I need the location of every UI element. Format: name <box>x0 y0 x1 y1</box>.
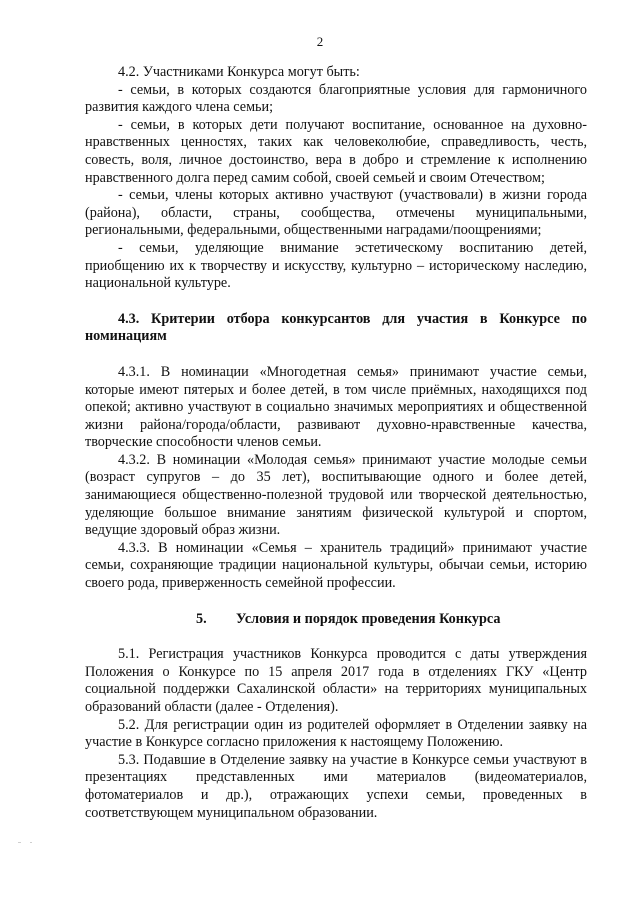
list-item: - семьи, в которых дети получают воспитание, основанное на духовно-нравственных ценностях, таких как человеколюбие, справедливость, честь, совесть, воля, личное достоинство, вера в добро и стремление к исполнению нравственного долга перед самим собой, своей семьей и своим Отечеством; <box>85 116 587 186</box>
section-5-heading <box>85 611 587 629</box>
section-4-2-intro: 4.2. Участниками Конкурса могут быть: <box>118 64 360 80</box>
section-5-number: 5. <box>196 610 207 627</box>
section-5-2-paragraph: 5.2. Для регистрации один из родителей оформляет в Отделении заявку на участие в Конкурсе согласно приложения к настоящему Положению. <box>85 716 587 751</box>
page-number: 2 <box>316 34 324 49</box>
list-item: - семьи, члены которых активно участвуют (участвовали) в жизни города (района), области, страны, сообщества, отмечены муниципальными, региональными, федеральными, общественными наградами/поощрениями; <box>85 187 587 239</box>
list-item: - семьи, в которых создаются благоприятные условия для гармоничного развития каждого члена семьи; <box>85 81 587 116</box>
scan-mark <box>30 842 32 843</box>
section-5-1-paragraph: 5.1. Регистрация участников Конкурса проводится с даты утверждения Положения о Конкурсе по 15 апреля 2017 года в отделениях ГКУ «Центр социальной поддержки Сахалинской области» на территориях муниципальных образований области (далее - Отделения). <box>85 646 587 715</box>
section-4-3-3-paragraph: 4.3.3. В номинации «Семья – хранитель традиций» принимают участие семьи, сохраняющие традиции национальной культуры, обычаи семьи, историю своего рода, приверженность семейной профессии. <box>85 539 587 592</box>
scan-mark <box>18 842 21 843</box>
section-4-3-heading: 4.3. Критерии отбора конкурсантов для участия в Конкурсе по номинациям <box>85 310 587 345</box>
section-5-3-paragraph: 5.3. Подавшие в Отделение заявку на участие в Конкурсе семьи участвуют в презентациях представленных ими материалов (видеоматериалов, фотоматериалов и др.), отражающих успехи семьи, проведенных в соответствующем муниципальном образовании. <box>85 751 587 821</box>
list-item: - семьи, уделяющие внимание эстетическому воспитанию детей, приобщению их к творчеству и искусству, культурно – историческому наследию, национальной культуре. <box>85 239 587 292</box>
section-5-title: Условия и порядок проведения Конкурса <box>236 610 501 627</box>
document-body <box>85 64 587 822</box>
section-4-3-1-paragraph: 4.3.1. В номинации «Многодетная семья» принимают участие семьи, которые имеют пятерых и более детей, в том числе приёмных, находящихся под опекой; активно участвуют в социально значимых мероприятиях и общественной жизни района/города/области, развивают духовно-нравственные качества, творческие способности членов семьи. <box>85 363 587 451</box>
section-4-3-2-paragraph: 4.3.2. В номинации «Молодая семья» принимают участие молодые семьи (возраст супругов – до 35 лет), воспитывающие одного и более детей, занимающиеся общественно-полезной трудовой или творческой деятельностью, уделяющие большое внимание занятиям физической культурой и спортом, ведущие здоровый образ жизни. <box>85 451 587 539</box>
